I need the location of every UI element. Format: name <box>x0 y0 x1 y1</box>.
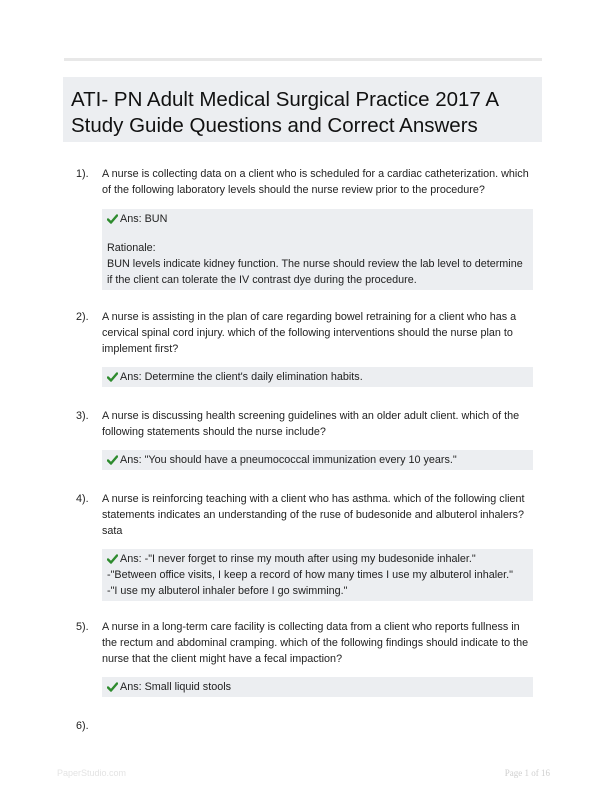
answer-box <box>102 677 533 697</box>
footer-watermark: PaperStudio.com <box>57 768 127 778</box>
answer-box <box>102 450 533 470</box>
page-title: ATI- PN Adult Medical Surgical Practice 2017 A Study Guide Questions and Correct Answers <box>71 88 498 137</box>
check-icon <box>107 682 118 692</box>
answer-text: Ans: "You should have a pneumococcal immunization every 10 years." <box>120 454 457 466</box>
question-1 <box>76 166 536 290</box>
question-text: A nurse is collecting data on a client who is scheduled for a cardiac catheterization. which of the following laboratory levels should the nurse review prior to the procedure? <box>102 168 529 196</box>
answer-text-line-3: -"I use my albuterol inhaler before I go swimming." <box>107 585 348 597</box>
question-number: 6). <box>76 720 89 732</box>
question-5 <box>76 619 536 697</box>
answer-text-line-2: -"Between office visits, I keep a record of how many times I use my albuterol inhaler." <box>107 569 513 581</box>
answer-box <box>102 367 533 387</box>
question-text: A nurse is assisting in the plan of care regarding bowel retraining for a client who has a cervical spinal cord injury. which of the following interventions should the nurse plan to implement first? <box>102 311 517 355</box>
check-icon <box>107 372 118 382</box>
title-banner <box>63 77 542 142</box>
answer-box <box>102 209 533 290</box>
check-icon <box>107 554 118 564</box>
question-number: 1). <box>76 168 89 180</box>
page-number: Page 1 of 16 <box>504 768 550 778</box>
question-number: 3). <box>76 410 89 422</box>
question-number: 5). <box>76 621 89 633</box>
check-icon <box>107 214 118 224</box>
answer-text: Ans: Determine the client's daily elimination habits. <box>120 371 363 383</box>
question-number: 2). <box>76 311 89 323</box>
answer-text: Ans: Small liquid stools <box>120 681 232 693</box>
answer-box <box>102 549 533 601</box>
question-text: A nurse is discussing health screening guidelines with an older adult client. which of the following statements should the nurse include? <box>102 410 520 438</box>
top-divider <box>64 58 542 61</box>
answer-text: Ans: -"I never forget to rinse my mouth after using my budesonide inhaler." <box>120 553 476 565</box>
question-text: A nurse is reinforcing teaching with a client who has asthma. which of the following client statements indicates an understanding of the ruse of budesonide and albuterol inhalers? sata <box>102 493 525 537</box>
question-number: 4). <box>76 493 89 505</box>
check-icon <box>107 455 118 465</box>
answer-text: Ans: BUN <box>120 213 168 225</box>
question-3 <box>76 408 536 470</box>
question-2 <box>76 309 536 387</box>
rationale-text: BUN levels indicate kidney function. The nurse should review the lab level to determine if the client can tolerate the IV contrast dye during the procedure. <box>107 258 523 286</box>
question-text: A nurse in a long-term care facility is collecting data from a client who reports fullness in the rectum and abdominal cramping. which of the following findings should indicate to the nurse that the client might have a fecal impaction? <box>102 621 529 665</box>
question-4 <box>76 491 536 601</box>
rationale-label: Rationale: <box>107 242 156 254</box>
